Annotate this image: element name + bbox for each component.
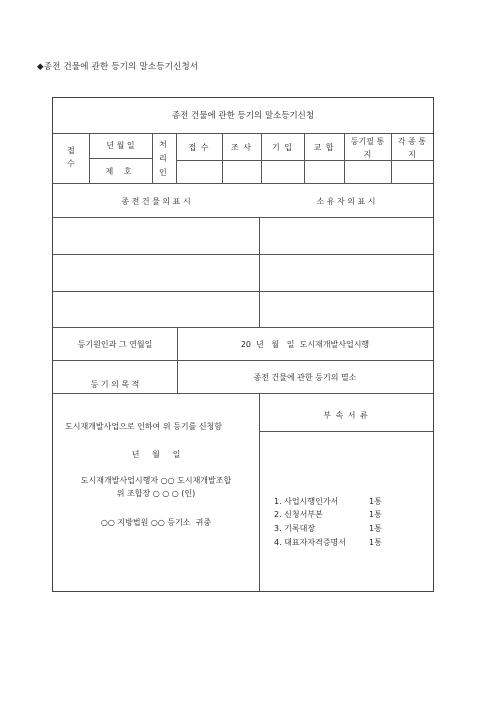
cause-value: 20 년 월 일 도시재개발사업시행 [240,340,370,349]
receipt-label: 접수 [67,146,75,168]
attachments-header: 부 속 서 류 [323,411,369,420]
attachment-item: 3. 기록대장 1통 [274,524,382,533]
document-title: ◆종전 건물에 관한 등기의 말소등기신청서 [37,62,199,72]
application-form [52,97,434,592]
col-josa: 조 사 [231,143,252,152]
col-registration-notice: 등기필 통 지 [350,137,385,159]
attachment-item: 4. 대표자자격증명서 1통 [274,538,382,547]
col-various-notice: 각 종 통 지 [397,137,427,159]
application-statement: 도시재개발사업으로 인하여 위 등기를 신청함 [65,422,223,431]
receipt-number-label: 제 호 [105,167,136,176]
receipt-date-label: 년 월 일 [106,141,135,150]
owner-header: 소 유 자 의 표 시 [316,197,376,206]
purpose-value: 종전 건물에 관한 등기의 멸소 [253,373,357,382]
application-date: 년 월 일 [131,450,181,459]
purpose-label: 등 기 의 목 적 [90,380,140,389]
applicant-representative: 위 조합장 ○ ○ ○ (인) [116,489,196,498]
form-heading: 종전 건물에 관한 등기의 말소등기신청 [171,111,315,121]
property-header: 종 전 건 물 의 표 시 [121,197,191,206]
attachment-item: 1. 사업시행인가서 1통 [274,497,382,506]
court-addressee: ○○ 지방법원 ○○ 등기소 귀중 [100,518,212,527]
col-gyohap: 교 합 [313,143,335,152]
attachment-item: 2. 신청서부본 1통 [274,510,382,519]
col-jeopsu: 접 수 [188,143,210,152]
processor-label: 처리인 [159,140,167,177]
col-giip: 기 입 [272,143,293,152]
cause-label: 등기원인과 그 연월일 [77,340,153,349]
applicant-name: 도시재개발사업시행자 ○○ 도시재개발조합 [80,476,232,485]
